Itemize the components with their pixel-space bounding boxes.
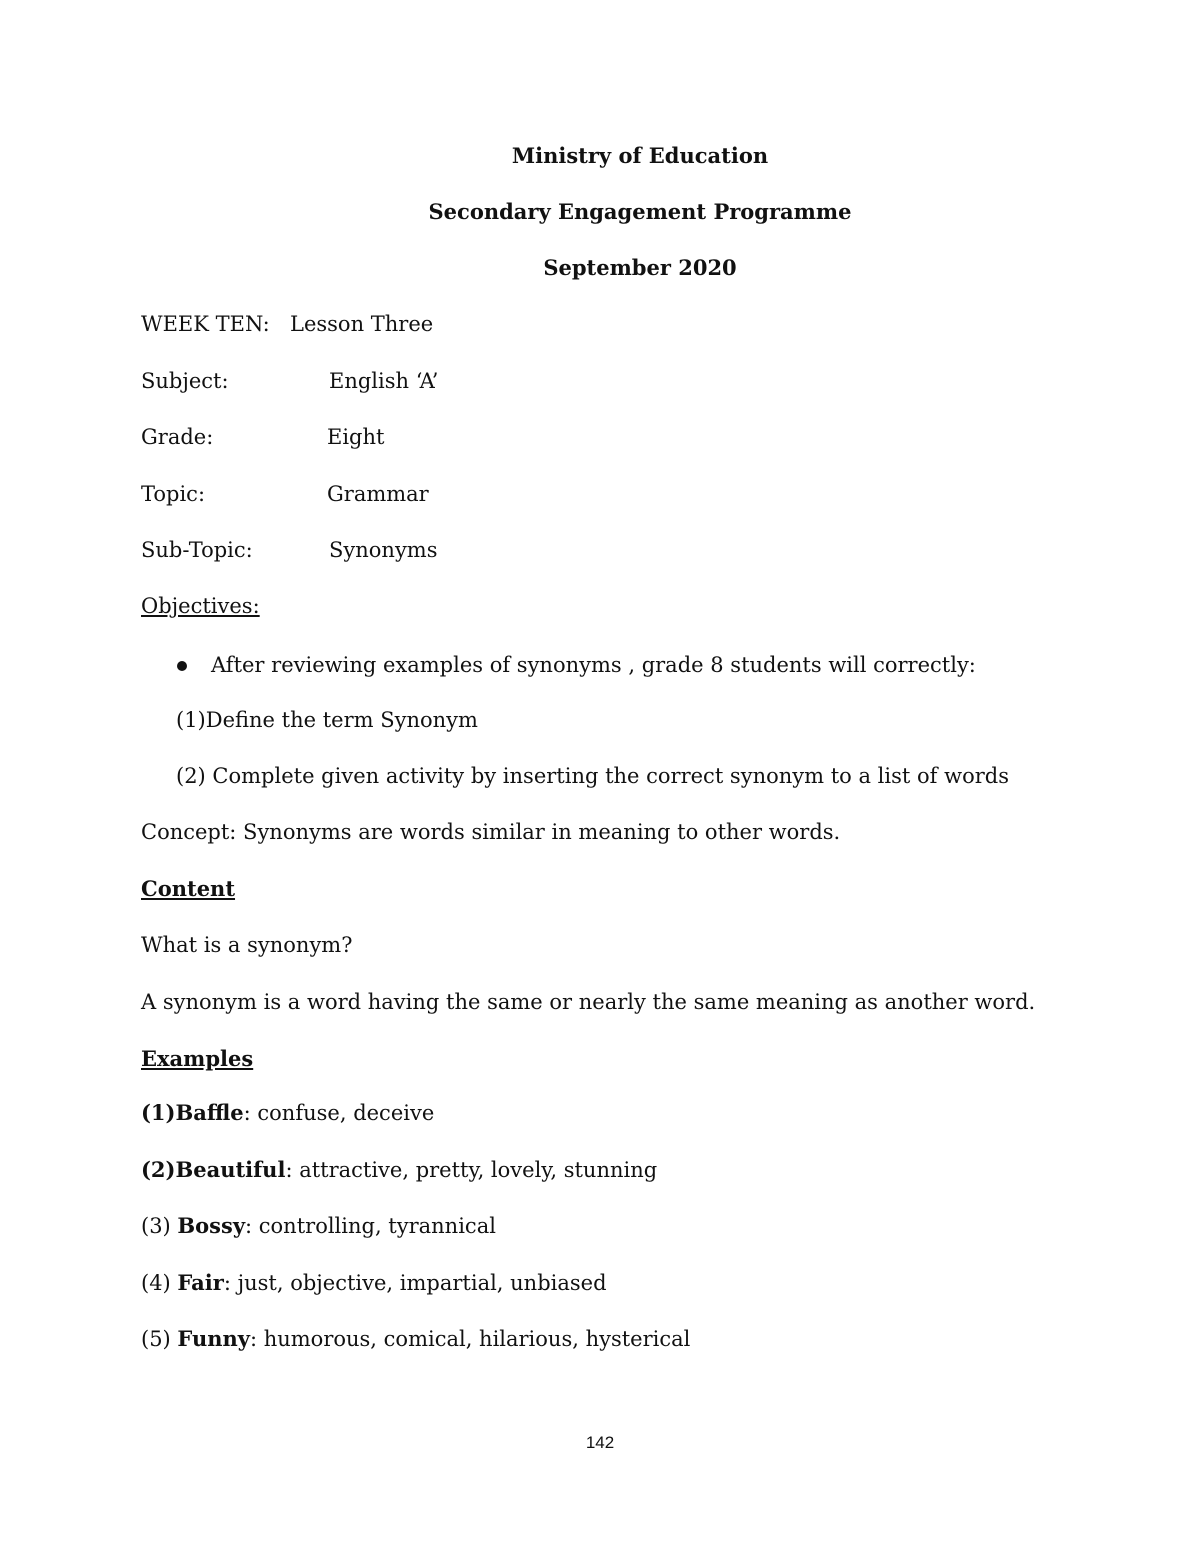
example-number: (4): [141, 1271, 178, 1295]
content-heading: Content: [141, 876, 236, 901]
example-synonyms: : just, objective, impartial, unbiased: [223, 1271, 607, 1295]
example-synonyms: : controlling, tyrannical: [245, 1214, 496, 1238]
example-number: (3): [141, 1214, 178, 1238]
subject-label: Subject:: [141, 369, 229, 393]
subtopic-value: Synonyms: [329, 538, 438, 562]
programme-title: Secondary Engagement Programme: [428, 199, 852, 224]
subject-value: English ‘A’: [329, 369, 439, 393]
example-word: Baffle: [175, 1100, 244, 1125]
subtopic-label: Sub-Topic:: [141, 538, 253, 562]
examples-heading: Examples: [141, 1046, 254, 1071]
example-number: (2): [141, 1157, 176, 1182]
example-synonyms: : confuse, deceive: [243, 1101, 435, 1125]
example-word: Beautiful: [175, 1157, 286, 1182]
content-question: What is a synonym?: [141, 933, 353, 957]
example-word: Bossy: [177, 1213, 246, 1238]
objective-item-2: (2) Complete given activity by inserting the correct synonym to a list of words: [176, 764, 1009, 788]
example-item: [141, 1325, 690, 1353]
grade-label: Grade:: [141, 425, 214, 449]
week-value: Lesson Three: [290, 312, 434, 336]
concept-text: Concept: Synonyms are words similar in meaning to other words.: [141, 820, 841, 844]
topic-value: Grammar: [327, 482, 429, 506]
content-definition: A synonym is a word having the same or nearly the same meaning as another word.: [141, 990, 1036, 1014]
page-number: 142: [585, 1433, 615, 1452]
bullet-icon: [177, 661, 187, 671]
objective-bullet-text: After reviewing examples of synonyms , grade 8 students will correctly:: [211, 653, 976, 677]
example-item: [141, 1099, 434, 1127]
example-word: Funny: [177, 1326, 250, 1351]
example-synonyms: : humorous, comical, hilarious, hysterical: [249, 1327, 691, 1351]
document-date: September 2020: [543, 255, 737, 280]
example-item: [141, 1212, 496, 1240]
example-item: [141, 1269, 607, 1297]
week-label: WEEK TEN:: [141, 312, 270, 336]
document-title: Ministry of Education: [511, 143, 769, 168]
grade-value: Eight: [327, 425, 385, 449]
example-number: (5): [141, 1327, 178, 1351]
example-item: [141, 1156, 657, 1184]
example-number: (1): [141, 1100, 176, 1125]
topic-label: Topic:: [141, 482, 206, 506]
example-synonyms: : attractive, pretty, lovely, stunning: [285, 1158, 658, 1182]
objective-item-1: (1)Define the term Synonym: [176, 708, 478, 732]
objectives-heading: Objectives:: [141, 594, 260, 618]
example-word: Fair: [177, 1270, 224, 1295]
